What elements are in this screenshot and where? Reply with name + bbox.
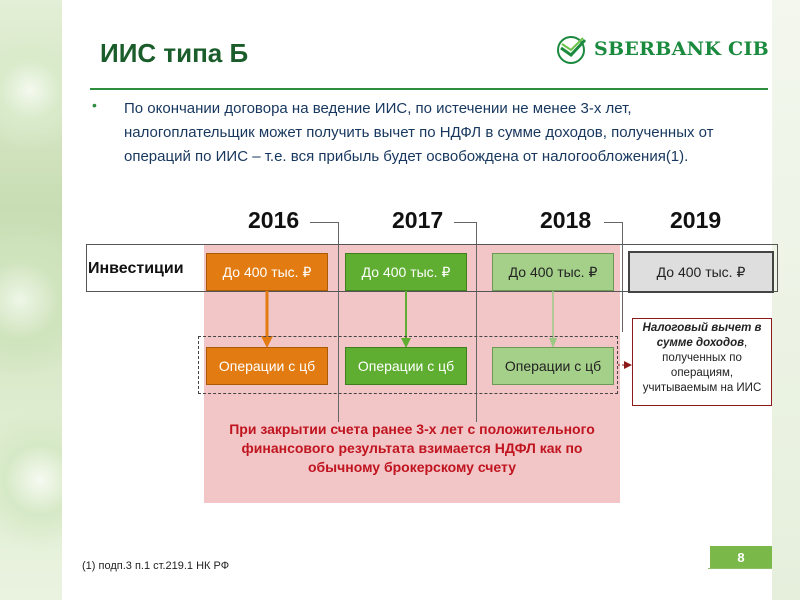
deduction-rest-text: , полученных по операциям, учитываемым на ИИС [642,337,762,394]
tax-deduction-note [632,318,772,406]
investments-label: Инвестиции [88,260,184,277]
page-number-badge: 8 [710,546,772,568]
body-text: По окончании договора на ведение ИИС, по истечении не менее 3-х лет, налогоплательщик может получить вычет по НДФЛ в сумме доходов, полученных от операций по ИИС – т.е. вся прибыль будет освобождена от налогообложения(1). [124,100,714,165]
logo-text: SBERBANK CIB [594,38,770,60]
bullet-icon: • [92,97,97,113]
year-2017: 2017 [392,207,444,233]
page-number-underline [708,568,772,569]
ops-box-2018: Операции с цб [492,347,614,385]
footnote: (1) подп.3 п.1 ст.219.1 НК РФ [82,560,230,572]
invest-box-2019: До 400 тыс. ₽ [628,251,774,293]
invest-box-2017: До 400 тыс. ₽ [345,253,467,291]
ops-box-2017: Операции с цб [345,347,467,385]
deduction-bold-text: Налоговый вычет в сумме доходов [642,322,762,349]
invest-box-2016: До 400 тыс. ₽ [206,253,328,291]
year-2016: 2016 [248,207,300,233]
slide-title: ИИС типа Б [100,38,249,68]
year-2019: 2019 [670,207,722,233]
ops-box-2016: Операции с цб [206,347,328,385]
invest-box-2018: До 400 тыс. ₽ [492,253,614,291]
year-2018: 2018 [540,207,592,233]
early-close-warning: При закрытии счета ранее 3-х лет с положительного финансового результата взимается НДФЛ как по обычному брокерскому счету [229,421,595,475]
